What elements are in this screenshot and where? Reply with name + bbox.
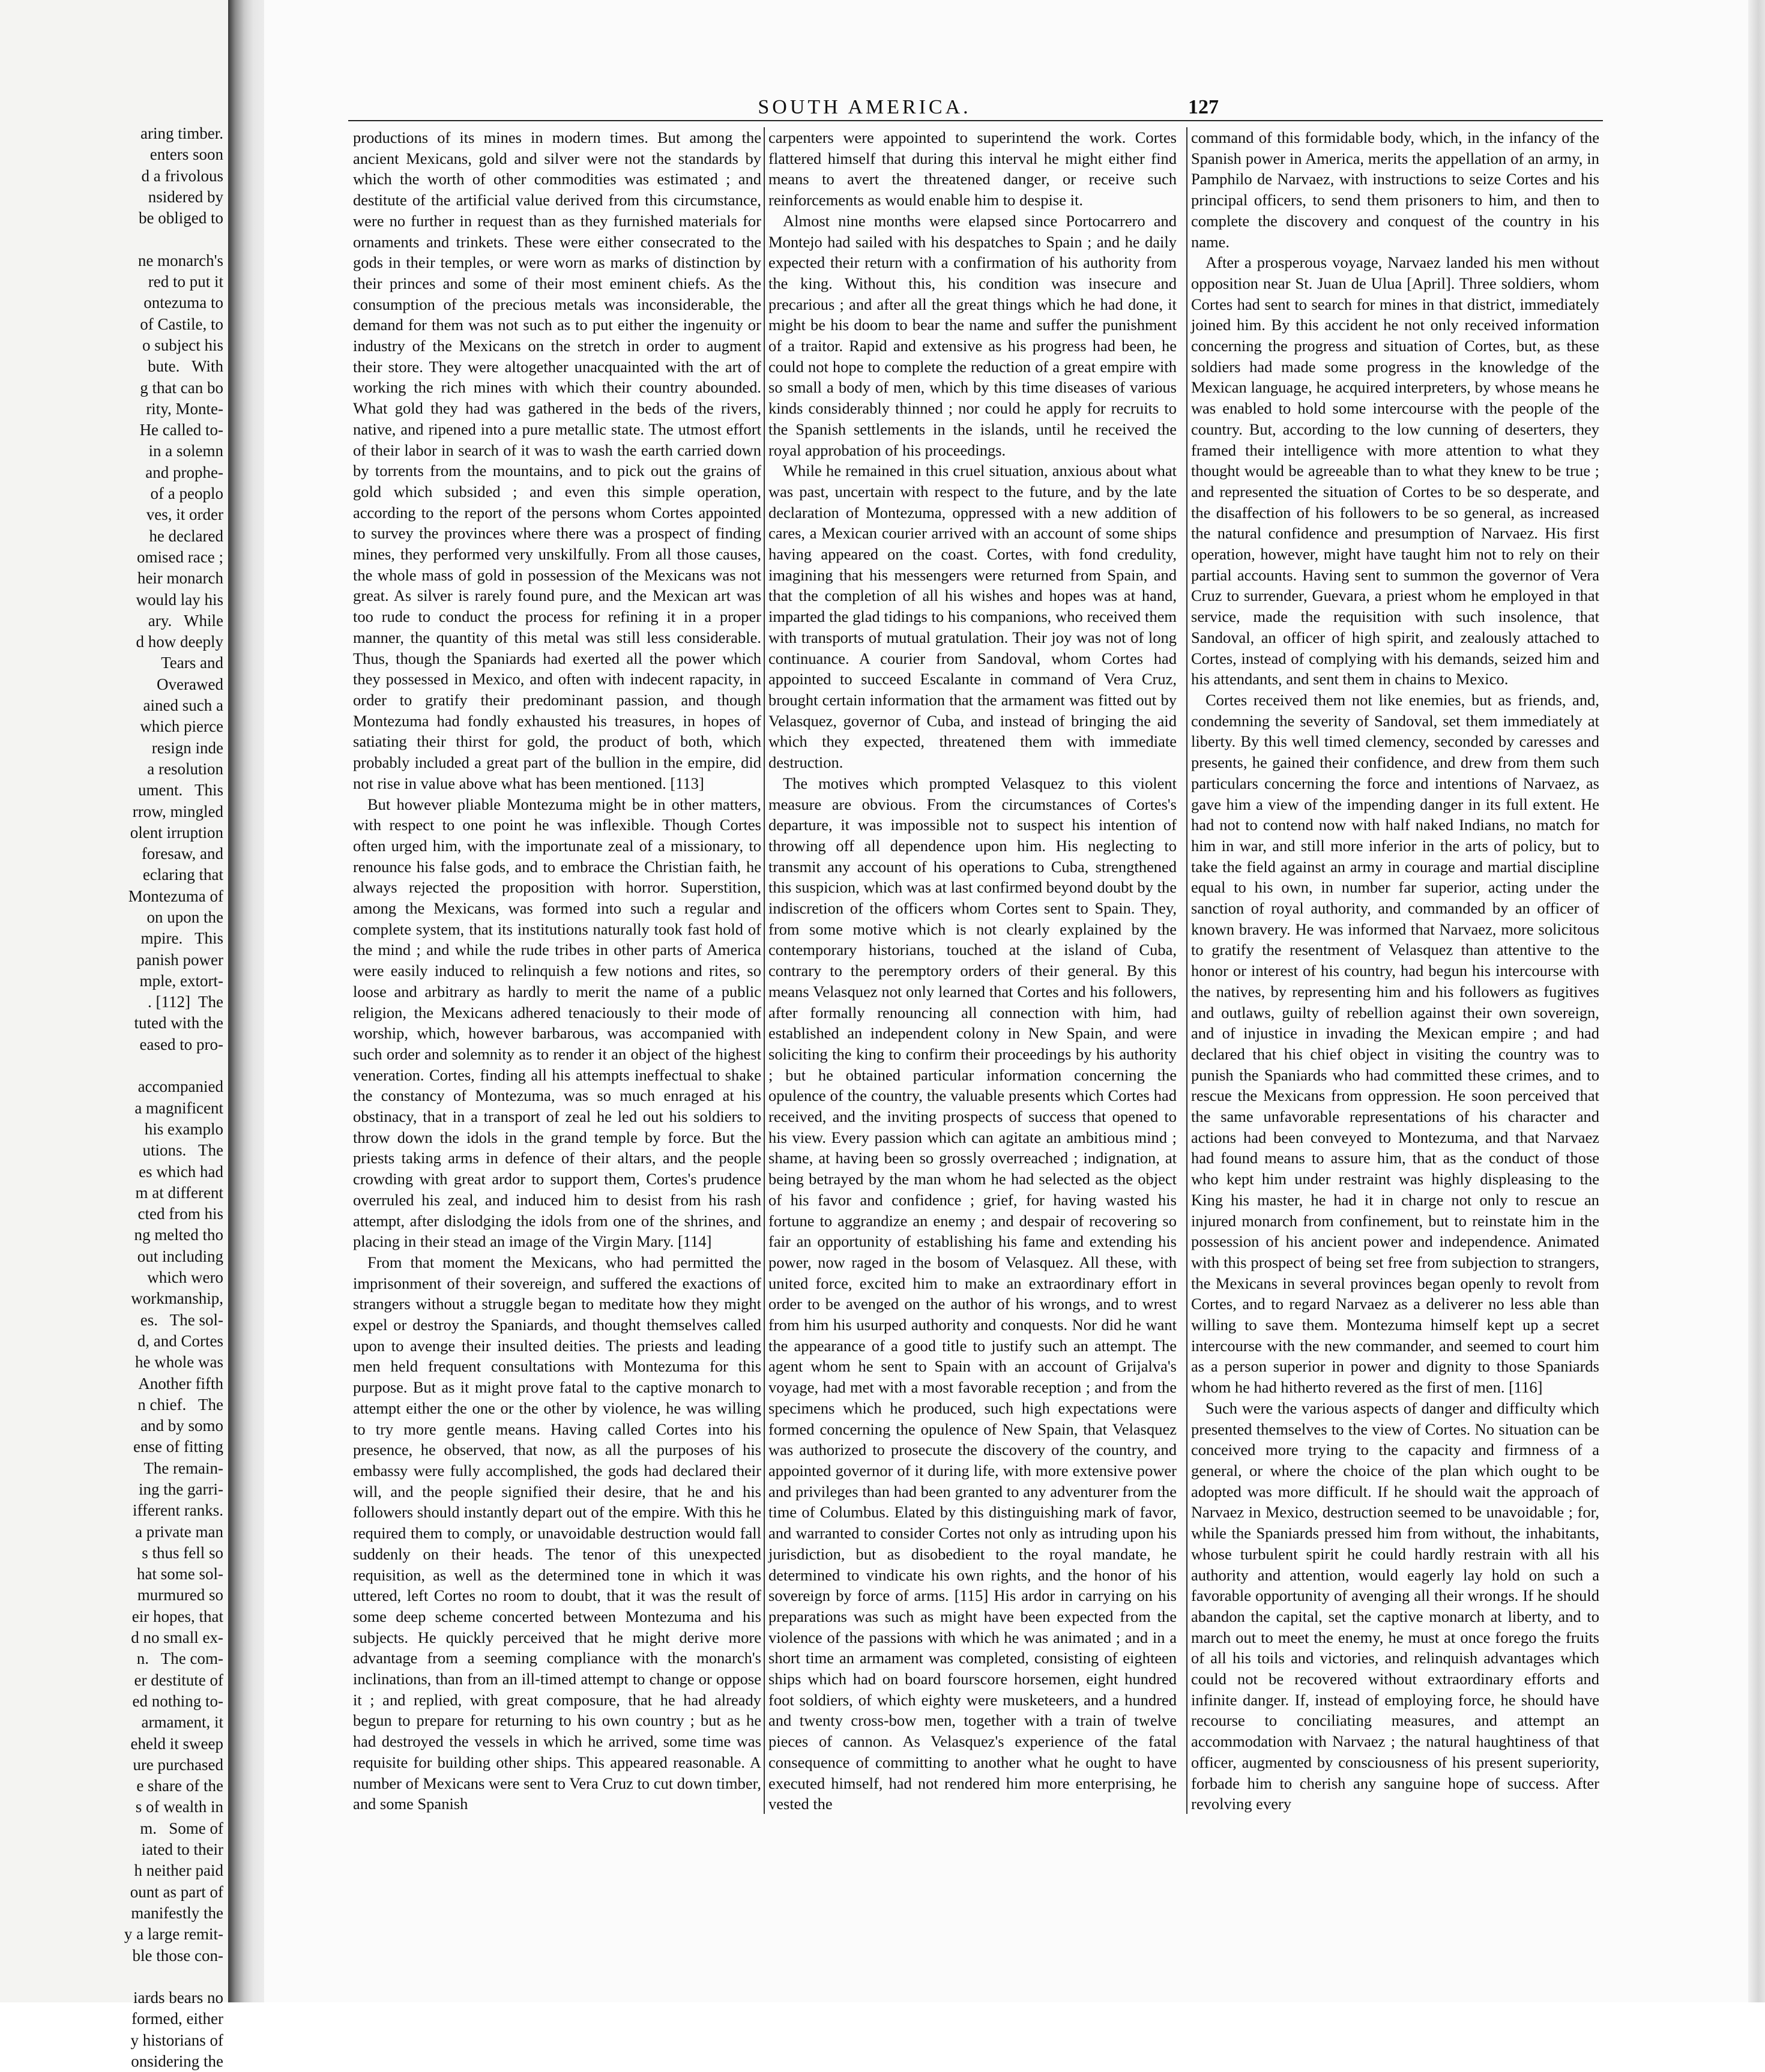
facing-page-line: a private man (135, 1522, 223, 1541)
header-rule (348, 120, 1603, 121)
facing-page-line: ble those con- (132, 1946, 223, 1965)
text-column-1 (353, 127, 761, 1826)
facing-page-line: ount as part of (130, 1882, 223, 1901)
facing-page-text (0, 123, 223, 2072)
facing-page-line: rrow, mingled (132, 802, 223, 821)
facing-page-line: his examplo (144, 1119, 223, 1138)
facing-page-line: ves, it order (146, 505, 223, 524)
facing-page-line: es which had (139, 1162, 223, 1181)
facing-page-line: he declared (149, 526, 223, 545)
facing-page-line: The remain- (143, 1459, 223, 1477)
facing-page-line: m. Some of (140, 1819, 223, 1837)
facing-page-line: m at different (135, 1183, 223, 1202)
facing-page-line: ure purchased (133, 1755, 223, 1774)
running-title: SOUTH AMERICA. (758, 96, 971, 118)
facing-page-line: armament, it (141, 1713, 223, 1732)
paragraph: After a prosperous voyage, Narvaez landed his men without opposition near St. Juan de Ulua [April]. Three soldiers, whom Cortes had sent to search for mines in that district, immediately joined him. By this accident he not only received information concerning the progress and situation of Cortes, but, as these soldiers had made some progress in the knowledge of the Mexican language, he acquired interpreters, by whose means he was enabled to hold some intercourse with the people of the country. But, according to the low cunning of deserters, they framed their intelligence with more attention to what they thought would be agreeable than to what they knew to be true ; and represented the situation of Cortes to be so desperate, and the disaffection of his followers to be so general, as increased the natural confidence and presumption of Narvaez. His first operation, however, might have taught him not to rely on their partial accounts. Having sent to summon the governor of Vera Cruz to surrender, Guevara, a priest whom he employed in that service, made the requisition with such insolence, that Sandoval, an officer of high spirit, and zealously attached to Cortes, instead of complying with his demands, seized him and his attendants, and sent them in chains to Mexico. (1191, 253, 1599, 688)
facing-page-line: bute. With (148, 357, 223, 376)
page-edge (1748, 0, 1765, 2002)
facing-page-line: workmanship, (131, 1289, 223, 1308)
facing-page-line: h neither paid (134, 1861, 223, 1880)
facing-page-line: accompanied (137, 1077, 223, 1096)
facing-page-line: eir hopes, that (131, 1607, 223, 1625)
facing-page-line: on upon the (146, 908, 223, 926)
facing-page-line: aring timber. (140, 124, 223, 142)
facing-page-line: iards bears no (133, 1989, 223, 2007)
facing-page-line: g that can bo (140, 378, 223, 397)
facing-page-line: d, and Cortes (137, 1331, 223, 1350)
facing-page-line: manifestly the (131, 1903, 223, 1922)
paragraph: Almost nine months were elapsed since Portocarrero and Montejo had sailed with his despatches to Spain ; and he daily expected their return with a confirmation of his authority from the king. Without this, his condition was insecure and precarious ; and after all the great things which he had done, it might be his doom to bear the name and suffer the punishment of a traitor. Rapid and extensive as his progress had been, he could not hope to complete the reduction of a great empire with so small a body of men, which by this time diseases of various kinds considerably thinned ; nor could he apply for recruits to the Spanish settlements in the islands, until he received the royal approbation of his proceedings. (768, 211, 1177, 459)
facing-page-line: . [112] The (148, 993, 223, 1011)
paragraph: The motives which prompted Velasquez to this violent measure are obvious. From the circumstances of Cortes's departure, it was impossible not to suspect his intention of throwing off all dependence upon him. His neglecting to transmit any account of his operations to Cuba, strengthened this suspicion, which was at last confirmed beyond doubt by the indiscretion of the officers whom Cortes sent to Spain. They, from some motive which is not clearly explained by the contemporary historians, touched at the island of Cuba, contrary to the peremptory orders of their general. By this means Velasquez not only learned that Cortes and his followers, after formally renouncing all connection with him, had established an independent colony in New Spain, and were soliciting the king to confirm their proceedings by his authority ; but he obtained particular information concerning the opulence of the country, the valuable presents which Cortes had received, and the inviting prospects of success that opened to his view. Every passion which can agitate an ambitious mind ; shame, at having been so grossly overreached ; indignation, at being betrayed by the man whom he had selected as the object of his favor and confidence ; grief, for having wasted his fortune to aggrandize an enemy ; and despair of recovering so fair an opportunity of establishing his fame and extending his power, now raged in the bosom of Velasquez. All these, with united force, excited him to make an extraordinary effort in order to be avenged on the author of his wrongs, and to wrest from him his usurped authority and conquests. Nor did he want the appearance of a good title to justify such an attempt. The agent whom he sent to Spain with an account of Grijalva's voyage, had met with a most favorable reception ; and from the specimens which he produced, such high expectations were formed concerning the opulence of New Spain, that Velasquez was authorized to prosecute the discovery of the country, and appointed governor of it during life, with more extensive power and privileges than had been granted to any adventurer from the time of Columbus. Elated by this distinguishing mark of favor, and warranted to consider Cortes not only as intruding upon his jurisdiction, but as disobedient to the royal mandate, he determined to vindicate his own rights, and the honor of his sovereign by force of arms. [115] His ardor in carrying on his preparations was such as might have been expected from the violence of the passions with which he was animated ; and in a short time an armament was completed, consisting of eighteen ships which had on board fourscore horsemen, eight hundred foot soldiers, of which eighty were musketeers, and a hundred and twenty cross-bow men, together with a train of twelve pieces of cannon. As Velasquez's experience of the fatal consequence of committing to another what he ought to have executed himself, had not rendered him more enterprising, he vested the (768, 774, 1177, 1813)
facing-page-line: and prophe- (145, 463, 223, 481)
paragraph: But however pliable Montezuma might be in other matters, with respect to one point he was inflexible. Though Cortes often urged him, with the importunate zeal of a missionary, to renounce his false gods, and to embrace the Christian faith, he always rejected the proposition with horror. Superstition, among the Mexicans, was formed into such a regular and complete system, that its institutions naturally took fast hold of the mind ; and while the rude tribes in other parts of America were easily induced to relinquish a few notions and rites, so loose and arbitrary as hardly to merit the name of a public religion, the Mexicans adhered tenaciously to their mode of worship, which, however barbarous, was accompanied with such order and solemnity as to render it an object of the highest veneration. Cortes, finding all his attempts ineffectual to shake the constancy of Montezuma, was so much enraged at his obstinacy, that in a transport of zeal he led out his soldiers to throw down the idols in the grand temple by force. But the priests taking arms in defence of their altars, and the people crowding with great ardor to support them, Cortes's prudence overruled his zeal, and induced him to desist from his rash attempt, after dislodging the idols from one of the shrines, and placing in their stead an image of the Virgin Mary. [114] (353, 795, 761, 1251)
facing-page-line: of Castile, to (140, 315, 223, 333)
facing-page-line: ained such a (143, 696, 223, 715)
facing-page-line: murmured so (137, 1586, 223, 1604)
facing-page-line: Montezuma of (128, 887, 223, 905)
facing-page-line: eclaring that (142, 866, 223, 884)
facing-page-line: cted from his (137, 1205, 223, 1223)
facing-page-line: mple, extort- (139, 971, 223, 990)
facing-page-line: ed nothing to- (132, 1691, 223, 1710)
facing-page-line: ifferent ranks. (133, 1501, 223, 1520)
facing-page-line: Another fifth (138, 1374, 223, 1393)
facing-page-line: y historians of (130, 2031, 223, 2049)
page-number: 127 (1188, 96, 1219, 118)
paragraph: Such were the various aspects of danger and difficulty which presented themselves to the view of Cortes. No situation can be conceived more trying to the capacity and firmness of a general, or where the choice of the plan which ought to be adopted was more difficult. If he should wait the approach of Narvaez in Mexico, destruction seemed to be unavoidable ; for, while the Spaniards pressed him from without, the inhabitants, whose turbulent spirit he could hardly restrain with all his authority and attention, would eagerly lay hold on such a favorable opportunity of avenging all their wrongs. If he should abandon the capital, set the captive monarch at liberty, and to march out to meet the enemy, he must at once forego the fruits of all his toils and victories, and relinquish advantages which could not be recovered without extraordinary efforts and infinite danger. If, instead of employing force, he should have recourse to conciliating measures, and attempt an accommodation with Narvaez ; the natural haughtiness of that officer, augmented by consciousness of his present superiority, forbade him to cherish any sanguine hope of success. After revolving every (1191, 1399, 1599, 1813)
facing-page (0, 0, 228, 2071)
facing-page-line: e share of the (136, 1777, 223, 1795)
facing-page-line: a magnificent (134, 1098, 223, 1117)
facing-page-line: in a solemn (148, 442, 223, 460)
facing-page-line: formed, either (131, 2010, 223, 2028)
facing-page-line: would lay his (136, 590, 223, 609)
facing-page-line: red to put it (148, 273, 223, 291)
facing-page-line: which pierce (140, 717, 223, 736)
facing-page-line: enters soon (149, 145, 223, 164)
facing-page-line: olent irruption (130, 823, 223, 842)
facing-page-line: rity, Monte- (146, 399, 223, 418)
facing-page-line: tuted with the (134, 1014, 223, 1032)
facing-page-line: be obliged to (139, 209, 223, 227)
facing-page-line: of a peoplo (150, 484, 223, 503)
facing-page-line: ument. This (137, 781, 223, 800)
paragraph: productions of its mines in modern times. But among the ancient Mexicans, gold and silver were not the standards by which the worth of other commodities was estimated ; and destitute of the artificial value derived from this circumstance, were no further in request than as they furnished materials for ornaments and trinkets. These were either consecrated to the gods in their temples, or were worn as marks of distinction by their princes and some of their most eminent chiefs. As the consumption of the precious metals was inconsiderable, the demand for them was not such as to put either the ingenuity or industry of the Mexicans on the stretch in order to augment their store. They were altogether unacquainted with the art of working the rich mines with which their country abounded. What gold they had was gathered in the beds of the rivers, native, and ripened into a pure metallic state. The utmost effort of their labor in search of it was to wash the earth carried down by torrents from the mountains, and to pick out the grains of gold which subsided ; and even this simple operation, according to the report of the persons whom Cortes appointed to survey the provinces where there was a prospect of finding mines, they performed very unskilfully. From all those causes, the whole mass of gold in possession of the Mexicans was not great. As silver is rarely found pure, and the Mexican art was too rude to conduct the process for refining it in a proper manner, the quantity of this metal was still less considerable. Thus, though the Spaniards had exerted all the power which they possessed in Mexico, and often with indecent rapacity, in order to gratify their predominant passion, and though Montezuma had fondly exhausted his treasures, in hopes of satiating their thirst for gold, the product of both, which probably included a great part of the bullion in the empire, did not rise in value above what has been mentioned. [113] (353, 128, 761, 792)
facing-page-line: es. The sol- (140, 1310, 223, 1329)
text-column-3 (1191, 127, 1599, 1826)
facing-page-line: resign inde (151, 738, 223, 757)
column-divider (1186, 127, 1187, 1814)
facing-page-line: y a large remit- (124, 1925, 223, 1944)
facing-page-line: hat some sol- (137, 1565, 223, 1583)
facing-page-line: mpire. This (140, 929, 223, 948)
paragraph: While he remained in this cruel situation, anxious about what was past, uncertain with respect to the future, and by the late declaration of Montezuma, oppressed with a new addition of cares, a Mexican courier arrived with an account of some ships having appeared on the coast. Cortes, with fond credulity, imagining that his messengers were returned from Spain, and that the completion of all his wishes and hopes was at hand, imparted the glad tidings to his companions, who received them with transports of mutual gratulation. Their joy was not of long continuance. A courier from Sandoval, whom Cortes had appointed to succeed Escalante in command of Vera Cruz, brought certain information that the armament was fitted out by Velasquez, governor of Cuba, and instead of bringing the aid which they expected, threatened them with immediate destruction. (768, 462, 1177, 772)
facing-page-line: d no small ex- (131, 1628, 223, 1647)
facing-page-line: d a frivolous (141, 166, 223, 185)
facing-page-line: ary. While (148, 611, 223, 630)
paragraph: Cortes received them not like enemies, but as friends, and, condemning the severity of Sandoval, set them immediately at liberty. By this well timed clemency, seconded by caresses and presents, he gained their confidence, and drew from them such particulars concerning the force and intentions of Narvaez, as gave him a view of the impending danger in its full extent. He had not to contend now with half naked Indians, no match for him in war, and still more inferior in the arts of policy, but to take the field against an army in courage and martial discipline equal to his own, in number far superior, acting under the sanction of royal authority, and commanded by an officer of known bravery. He was informed that Narvaez, more solicitous to gratify the resentment of Velasquez than attentive to the honor or interest of his country, had begun his intercourse with the natives, by representing him and his followers as fugitives and outlaws, guilty of rebellion against their own sovereign, and of injustice in invading the Mexican empire ; and had declared that his chief object in visiting the country was to punish the Spaniards who had committed these crimes, and to rescue the Mexicans from oppression. He soon perceived that the same unfavorable representations of his character and actions had been conveyed to Montezuma, and that Narvaez had found means to assure him, that as the conduct of those who kept him under restraint was highly displeasing to the King his master, he had it in charge not only to rescue an injured monarch from confinement, but to reinstate him in the possession of his ancient power and independence. Animated with this prospect of being set free from subjection to strangers, the Mexicans in several provinces began openly to revolt from Cortes, and to regard Narvaez as a deliverer no less able than willing to save them. Montezuma himself kept up a secret intercourse with the new commander, and seemed to court him as a person superior in power and dignity to those Spaniards whom he had hitherto revered as the first of men. [116] (1191, 690, 1599, 1397)
facing-page-line: panish power (136, 950, 223, 969)
facing-page-line: Overawed (157, 675, 223, 693)
facing-page-line: n. The com- (136, 1649, 223, 1668)
column-divider (764, 127, 765, 1814)
facing-page-line: he whole was (135, 1353, 223, 1372)
facing-page-line (0, 229, 223, 250)
facing-page-line: ing the garri- (139, 1480, 223, 1498)
facing-page-line: ng melted tho (134, 1226, 223, 1244)
facing-page-line: He called to- (139, 421, 223, 439)
facing-page-line (0, 1055, 223, 1076)
paragraph: command of this formidable body, which, in the infancy of the Spanish power in America, merits the appellation of an army, in Pamphilo de Narvaez, with instructions to seize Cortes and his principal officers, to send them prisoners to him, and then to complete the discovery and conquest of the country in his name. (1191, 128, 1599, 251)
facing-page-line: heir monarch (137, 569, 223, 588)
facing-page-line: n chief. The (137, 1395, 223, 1414)
facing-page-line: omised race ; (137, 547, 223, 566)
facing-page-line: onsidering the (131, 2052, 223, 2071)
facing-page-line: which wero (147, 1268, 223, 1287)
facing-page-line: Tears and (161, 654, 223, 672)
facing-page-line: s of wealth in (135, 1798, 223, 1816)
paragraph: From that moment the Mexicans, who had permitted the imprisonment of their sovereign, and suffered the exactions of strangers without a struggle began to meditate how they might expel or destroy the Spaniards, and thought themselves called upon to avenge their insulted deities. The priests and leading men held frequent consultations with Montezuma for this purpose. But as it might prove fatal to the captive monarch to attempt either the one or the other by violence, he was willing to try more gentle means. Having called Cortes into his presence, he observed, that now, as all the purposes of his embassy were fully accomplished, the gods had declared their will, and the people signified their desire, that he and his followers should instantly depart out of the empire. With this he required them to comply, or unavoidable destruction would fall suddenly on their heads. The tenor of this unexpected requisition, as well as the determined tone in which it was uttered, left Cortes no room to doubt, that it was the result of some deep scheme concerted between Montezuma and his subjects. He quickly perceived that he might derive more advantage from a seeming compliance with the monarch's inclinations, than from an ill-timed attempt to change or oppose it ; and replied, with great composure, that he had already begun to prepare for returning to his own country ; but as he had destroyed the vessels in which he arrived, some time was requisite for building other ships. This appeared reasonable. A number of Mexicans were sent to Vera Cruz to cut down timber, and some Spanish (353, 1253, 761, 1813)
facing-page-line: eheld it sweep (130, 1734, 223, 1753)
facing-page-line (0, 1966, 223, 1987)
facing-page-line: utions. The (142, 1141, 223, 1160)
facing-page-line: and by somo (140, 1417, 223, 1435)
text-column-2 (768, 127, 1177, 1826)
facing-page-line: er destitute of (134, 1670, 223, 1689)
running-head (606, 96, 1219, 120)
facing-page-line: a resolution (147, 759, 223, 778)
facing-page-line: eased to pro- (139, 1035, 223, 1053)
facing-page-line: iated to their (141, 1840, 223, 1859)
facing-page-line: ontezuma to (143, 294, 223, 312)
facing-page-line: foresaw, and (141, 845, 223, 863)
paragraph: carpenters were appointed to superintend the work. Cortes flattered himself that during this interval he might either find means to avert the threatened danger, or receive such reinforcements as would enable him to despise it. (768, 128, 1177, 209)
facing-page-line: out including (137, 1247, 223, 1265)
facing-page-line: s thus fell so (142, 1543, 223, 1562)
facing-page-line: d how deeply (136, 633, 223, 651)
facing-page-line: ne monarch's (137, 251, 223, 270)
book-gutter (228, 0, 264, 2002)
facing-page-line: ense of fitting (133, 1438, 223, 1456)
facing-page-line: o subject his (142, 336, 223, 354)
facing-page-line: nsidered by (148, 187, 223, 206)
